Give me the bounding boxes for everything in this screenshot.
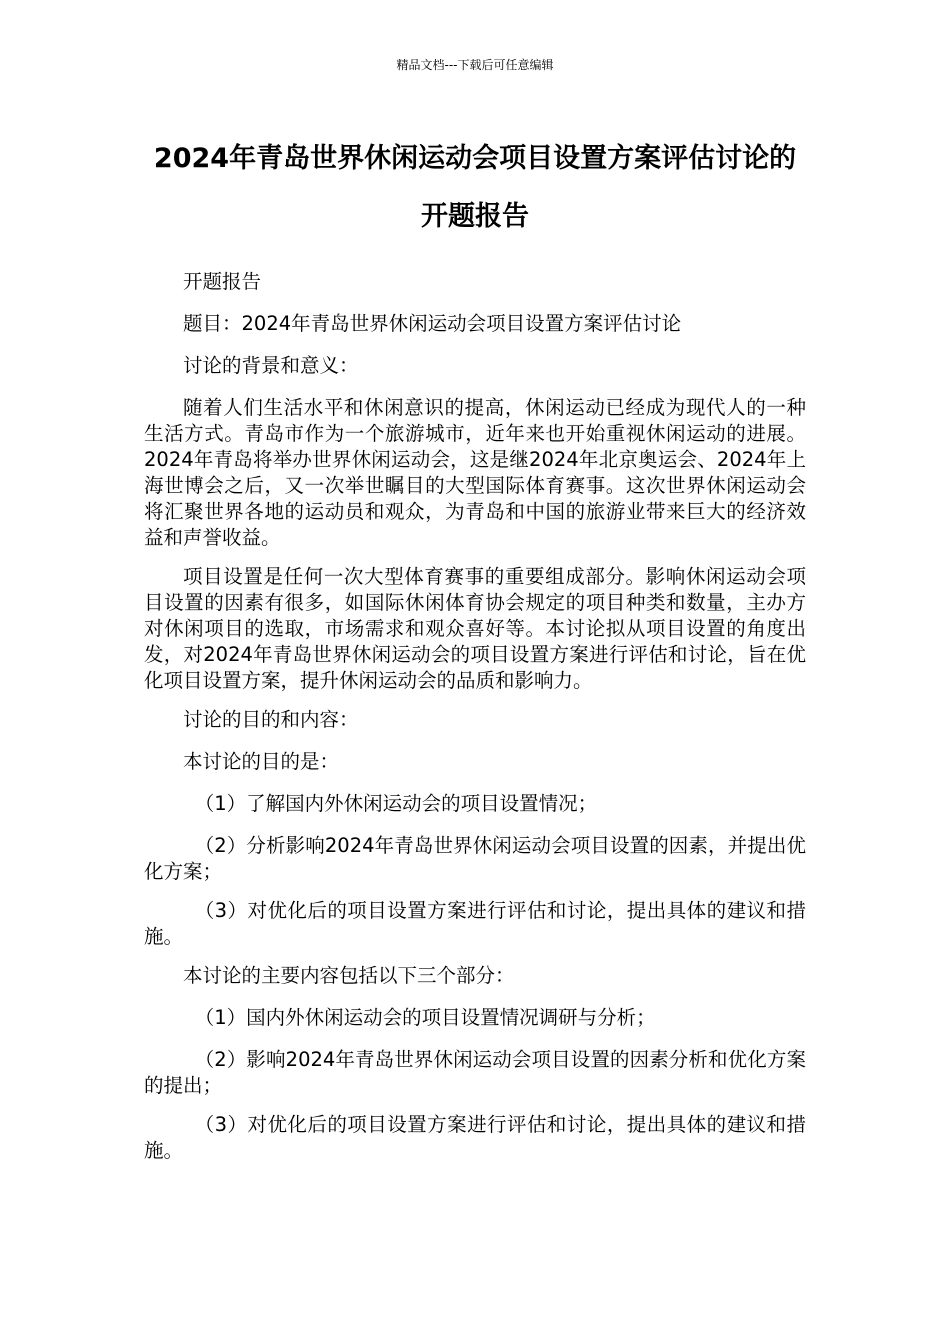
paragraph-topic: 题目：2024年青岛世界休闲运动会项目设置方案评估讨论 [183,312,682,335]
document-title: 2024年青岛世界休闲运动会项目设置方案评估讨论的开题报告 [153,143,797,232]
paragraph-background: 随着人们生活水平和休闲意识的提高，休闲运动已经成为现代人的一种生活方式。青岛市作为一个旅游城市，近年来也开始重视休闲运动的进展。2024年青岛将举办世界休闲运动会，这是继2024年北京奥运会、2024年上海世博会之后，又一次举世瞩目的大型国际体育赛事。这次世界休闲运动会将汇聚世界各地的运动员和观众，为青岛和中国的旅游业带来巨大的经济效益和声誉收益。 [144,396,806,549]
list-item-purpose-2: （2）分析影响2024年青岛世界休闲运动会项目设置的因素，并提出优化方案； [144,834,806,883]
header-note: 精品文档---下载后可任意编辑 [396,58,554,72]
heading-purpose-content: 讨论的目的和内容： [183,708,359,731]
paragraph-content-intro: 本讨论的主要内容包括以下三个部分： [183,964,515,987]
paragraph-item-setting: 项目设置是任何一次大型体育赛事的重要组成部分。影响休闲运动会项目设置的因素有很多，如国际休闲体育协会规定的项目种类和数量，主办方对休闲项目的选取，市场需求和观众喜好等。本讨论拟从项目设置的角度出发，对2024年青岛世界休闲运动会的项目设置方案进行评估和讨论，旨在优化项目设置方案，提升休闲运动会的品质和影响力。 [144,565,806,692]
list-item-content-1: （1）国内外休闲运动会的项目设置情况调研与分析； [194,1006,656,1029]
paragraph-purpose-intro: 本讨论的目的是： [183,750,340,773]
list-item-content-2: （2）影响2024年青岛世界休闲运动会项目设置的因素分析和优化方案的提出； [144,1048,806,1097]
paragraph-report-label: 开题报告 [183,270,262,293]
document-body [144,269,806,1164]
list-item-purpose-1: （1）了解国内外休闲运动会的项目设置情况； [194,792,598,815]
list-item-content-3: （3）对优化后的项目设置方案进行评估和讨论，提出具体的建议和措施。 [144,1113,806,1162]
list-item-purpose-3: （3）对优化后的项目设置方案进行评估和讨论，提出具体的建议和措施。 [144,899,806,948]
heading-background: 讨论的背景和意义： [183,354,359,377]
